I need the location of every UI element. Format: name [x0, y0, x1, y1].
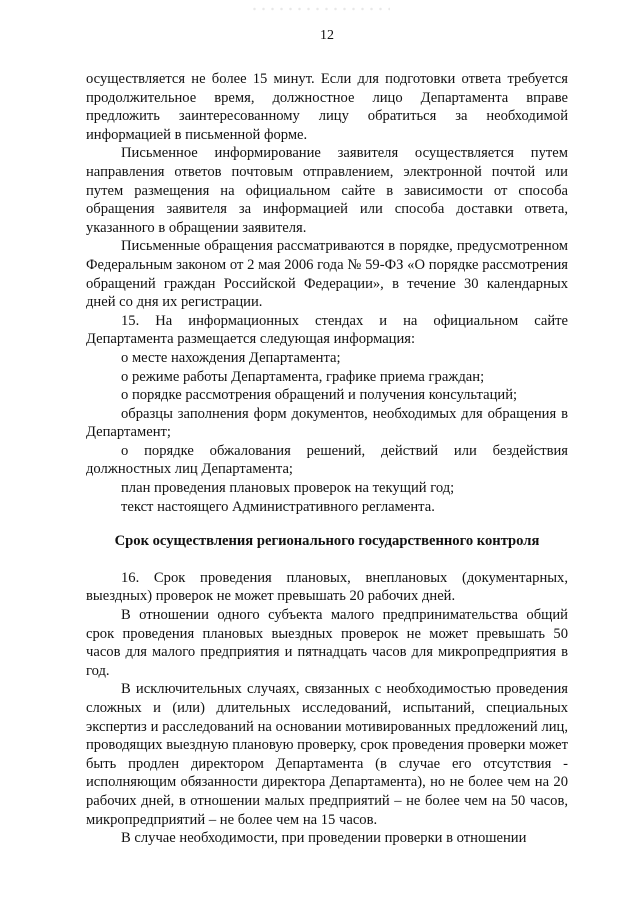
paragraph: В исключительных случаях, связанных с необходимостью проведения сложных и (или) длительных исследований, испытаний, специальных экспертиз и расследований на основании мотивированных предложений лиц, проводящих выездную плановую проверку, срок проведения проверки может быть продлен директором Департамента (в случае его отсутствия - исполняющим обязанности директора Департамента), но не более чем на 20 рабочих дней, в отношении малых предприятий – не более чем на 50 часов, микропредприятий – не более чем на 15 часов. — [86, 681, 568, 828]
paragraph: Письменные обращения рассматриваются в порядке, предусмотренном Федеральным законом от 2 мая 2006 года № 59-ФЗ «О порядке рассмотрения обращений граждан Российской Федерации», в течение 30 календарных дней со дня их регистрации. — [86, 238, 568, 311]
paragraph: о порядке обжалования решений, действий или бездействия должностных лиц Департамента; — [86, 442, 568, 478]
term-paragraphs — [86, 569, 568, 848]
paragraph: образцы заполнения форм документов, необходимых для обращения в Департамент; — [86, 405, 568, 441]
page-number: 12 — [320, 28, 334, 43]
paragraph: план проведения плановых проверок на текущий год; — [121, 480, 455, 497]
paragraph: осуществляется не более 15 минут. Если для подготовки ответа требуется продолжительное время, должностное лицо Департамента вправе предложить заинтересованному лицу обратиться за необходимой информацией в письменной форме. — [86, 71, 568, 143]
document-body — [86, 70, 568, 848]
paragraph: Письменное информирование заявителя осуществляется путем направления ответов почтовым отправлением, электронной почтой или путем размещения на официальном сайте в зависимости от способа обращения заявителя за информацией или способа доставки ответа, указанного в обращении заявителя. — [86, 145, 568, 236]
paragraph: 16. Срок проведения плановых, внеплановых (документарных, выездных) проверок не может превышать 20 рабочих дней. — [86, 569, 568, 605]
paragraph: В случае необходимости, при проведении проверки в отношении — [121, 830, 527, 847]
section-heading: Срок осуществления регионального государственного контроля — [114, 533, 540, 550]
paragraph: о порядке рассмотрения обращений и получения консультаций; — [121, 387, 518, 404]
paragraph: о режиме работы Департамента, графике приема граждан; — [121, 368, 485, 385]
paragraph: о месте нахождения Департамента; — [121, 349, 341, 366]
paragraph: текст настоящего Административного регламента. — [121, 498, 435, 515]
scan-artifact — [250, 6, 390, 12]
paragraph: В отношении одного субъекта малого предпринимательства общий срок проведения плановых выездных проверок не может превышать 50 часов для малого предприятия и пятнадцать часов для микропредприятия в год. — [86, 607, 568, 679]
info-paragraphs — [86, 70, 568, 516]
paragraph: 15. На информационных стендах и на официальном сайте Департамента размещается следующая информация: — [86, 312, 568, 348]
